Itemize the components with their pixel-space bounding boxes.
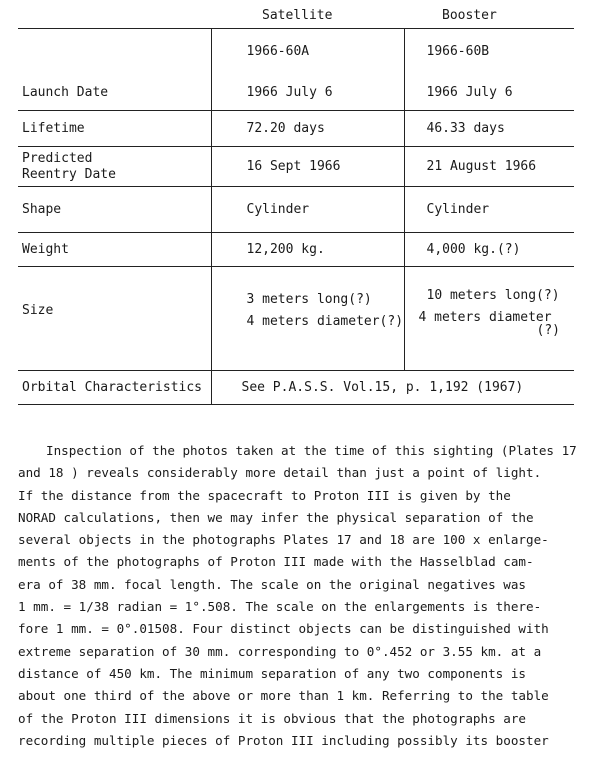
spacer-row — [18, 355, 574, 371]
paragraph-line: If the distance from the spacecraft to Proton III is given by the — [18, 487, 511, 503]
row-size — [18, 267, 574, 355]
designation-satellite: 1966-60A — [211, 29, 404, 75]
orbital-reference: See P.A.S.S. Vol.15, p. 1,192 (1967) — [211, 371, 574, 405]
row-orbital-characteristics — [18, 371, 574, 405]
row-shape — [18, 187, 574, 233]
row-reentry-date — [18, 147, 574, 187]
paragraph-line: Inspection of the photos taken at the time of this sighting (Plates 17 — [46, 443, 577, 458]
paragraph-line: era of 38 mm. focal length. The scale on the original negatives was — [18, 576, 526, 592]
row-label: Weight — [22, 242, 69, 257]
satellite-value: Cylinder — [211, 187, 404, 233]
proton-properties-table — [18, 28, 574, 405]
paragraph-line: about one third of the above or more than 1 km. Referring to the table — [18, 688, 549, 704]
satellite-value: 3 meters long(?) 4 meters diameter(?) — [211, 267, 404, 355]
paragraph-line: 1 mm. = 1/38 radian = 1°.508. The scale on the enlargements is there- — [18, 599, 542, 615]
satellite-value: 72.20 days — [211, 111, 404, 147]
paragraph-line: of the Proton III dimensions it is obvious that the photographs are — [18, 710, 526, 726]
paragraph-line: NORAD calculations, then we may infer the physical separation of the — [18, 509, 534, 525]
satellite-value: 1966 July 6 — [211, 75, 404, 111]
row-label: Lifetime — [22, 121, 85, 136]
paragraph-line: fore 1 mm. = 0°.01508. Four distinct objects can be distinguished with — [18, 621, 549, 637]
booster-value: 21 August 1966 — [404, 147, 574, 187]
header-booster: Booster — [442, 8, 497, 23]
row-label: Orbital Characteristics — [22, 380, 203, 395]
row-label: Shape — [22, 202, 62, 217]
designation-booster: 1966-60B — [404, 29, 574, 75]
row-weight — [18, 233, 574, 267]
designation-row — [18, 29, 574, 75]
paragraph-line: recording multiple pieces of Proton III including possibly its booster — [18, 732, 549, 748]
body-paragraph — [18, 440, 578, 752]
paragraph-line: and 18 ) reveals considerably more detail than just a point of light. — [18, 465, 542, 481]
row-lifetime — [18, 111, 574, 147]
paragraph-line: several objects in the photographs Plates 17 and 18 are 100 x enlarge- — [18, 532, 549, 548]
booster-value: 46.33 days — [404, 111, 574, 147]
booster-value: 10 meters long(?) 4 meters diameter (?) — [404, 267, 574, 355]
satellite-value: 16 Sept 1966 — [211, 147, 404, 187]
row-label: Predicted Reentry Date — [22, 150, 116, 182]
booster-value: 4,000 kg.(?) — [404, 233, 574, 267]
paragraph-line: distance of 450 km. The minimum separation of any two components is — [18, 665, 526, 681]
row-label: Launch Date — [22, 84, 109, 100]
row-launch-date — [18, 75, 574, 111]
booster-value: 1966 July 6 — [404, 75, 574, 111]
paragraph-line: ments of the photographs of Proton III made with the Hasselblad cam- — [18, 554, 534, 570]
paragraph-line: extreme separation of 30 mm. corresponding to 0°.452 or 3.55 km. at a — [18, 643, 542, 659]
booster-value: Cylinder — [404, 187, 574, 233]
satellite-value: 12,200 kg. — [211, 233, 404, 267]
header-satellite: Satellite — [262, 8, 333, 23]
row-label: Size — [22, 303, 54, 319]
